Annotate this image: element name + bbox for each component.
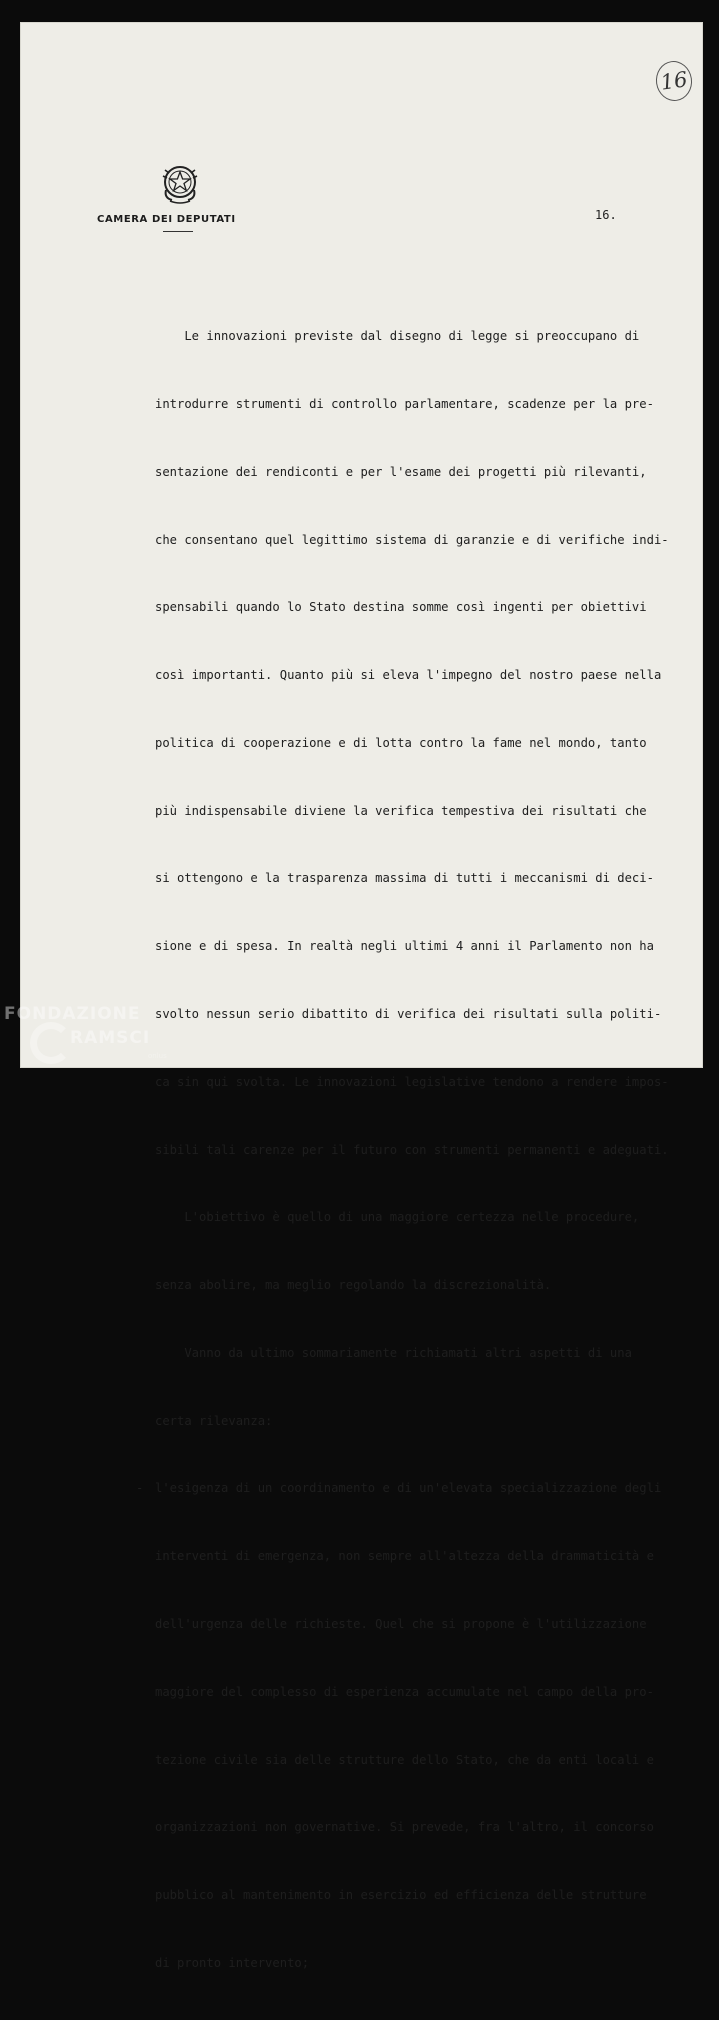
text-line: Le innovazioni previste dal disegno di legge si preoccupano di <box>155 329 640 344</box>
text-line: più indispensabile diviene la verifica tempestiva dei risultati che <box>155 803 647 818</box>
text-line: interventi di emergenza, non sempre all'altezza della drammaticità e <box>155 1549 654 1564</box>
text-line: così importanti. Quanto più si eleva l'impegno del nostro paese nella <box>155 668 662 683</box>
text-line: ca sin qui svolta. Le innovazioni legislative tendono a rendere impos- <box>155 1074 669 1089</box>
text-line: di pronto intervento; <box>155 1955 310 1970</box>
list-item-line <box>136 1477 695 1500</box>
italian-republic-emblem-icon <box>160 162 200 206</box>
text-line: Vanno da ultimo sommariamente richiamati altri aspetti di una <box>155 1345 632 1360</box>
handwritten-page-number: 16 <box>653 59 694 104</box>
text-line: dell'urgenza delle richieste. Quel che si propone è l'utilizzazione <box>155 1617 647 1632</box>
text-line: pubblico al mantenimento in esercizio ed efficienza delle strutture <box>155 1888 647 1903</box>
watermark-onlus: onlus <box>148 1052 167 1060</box>
text-line: si ottengono e la trasparenza massima di tutti i meccanismi di deci- <box>155 871 654 886</box>
text-line: tezione civile sia delle strutture dello Stato, che da enti locali e <box>155 1752 654 1767</box>
text-line: svolto nessun serio dibattito di verifica dei risultati sulla politi- <box>155 1007 662 1021</box>
text-line: l'esigenza di un coordinamento e di un'elevata specializzazione degli <box>155 1481 662 1496</box>
typed-page-number: 16. <box>595 208 617 222</box>
text-line: L'obiettivo è quello di una maggiore certezza nelle procedure, <box>155 1210 640 1225</box>
text-line: politica di cooperazione e di lotta contro la fame nel mondo, tanto <box>155 735 647 750</box>
text-line: introdurre strumenti di controllo parlamentare, scadenze per la pre- <box>155 396 654 411</box>
institution-header: CAMERA DEI DEPUTATI <box>97 214 236 225</box>
text-line: senza abolire, ma meglio regolando la discrezionalità. <box>155 1278 552 1293</box>
fondazione-gramsci-watermark <box>2 998 182 1078</box>
watermark-g-logo-icon <box>30 1022 72 1064</box>
text-line: sentazione dei rendiconti e per l'esame dei progetti più rilevanti, <box>155 464 647 479</box>
text-line: certa rilevanza: <box>155 1413 273 1428</box>
watermark-line1: FONDAZIONE <box>4 1004 141 1024</box>
watermark-line2: RAMSCI <box>70 1028 151 1048</box>
list-dash: - <box>136 1481 144 1496</box>
header-divider <box>163 231 193 232</box>
text-line: sibili tali carenze per il futuro con strumenti permanenti e adeguati. <box>155 1142 669 1157</box>
text-line: spensabili quando lo Stato destina somme così ingenti per obiettivi <box>155 600 647 615</box>
text-line: che consentano quel legittimo sistema di garanzie e di verifiche indi- <box>155 532 669 547</box>
text-line: maggiore del complesso di esperienza accumulate nel campo della pro- <box>155 1684 654 1699</box>
text-line: sione e di spesa. In realtà negli ultimi 4 anni il Parlamento non ha <box>155 939 654 954</box>
document-body <box>136 280 695 2020</box>
document-page <box>20 22 703 1970</box>
text-line: organizzazioni non governative. Si prevede, fra l'altro, il concorso <box>155 1820 654 1835</box>
